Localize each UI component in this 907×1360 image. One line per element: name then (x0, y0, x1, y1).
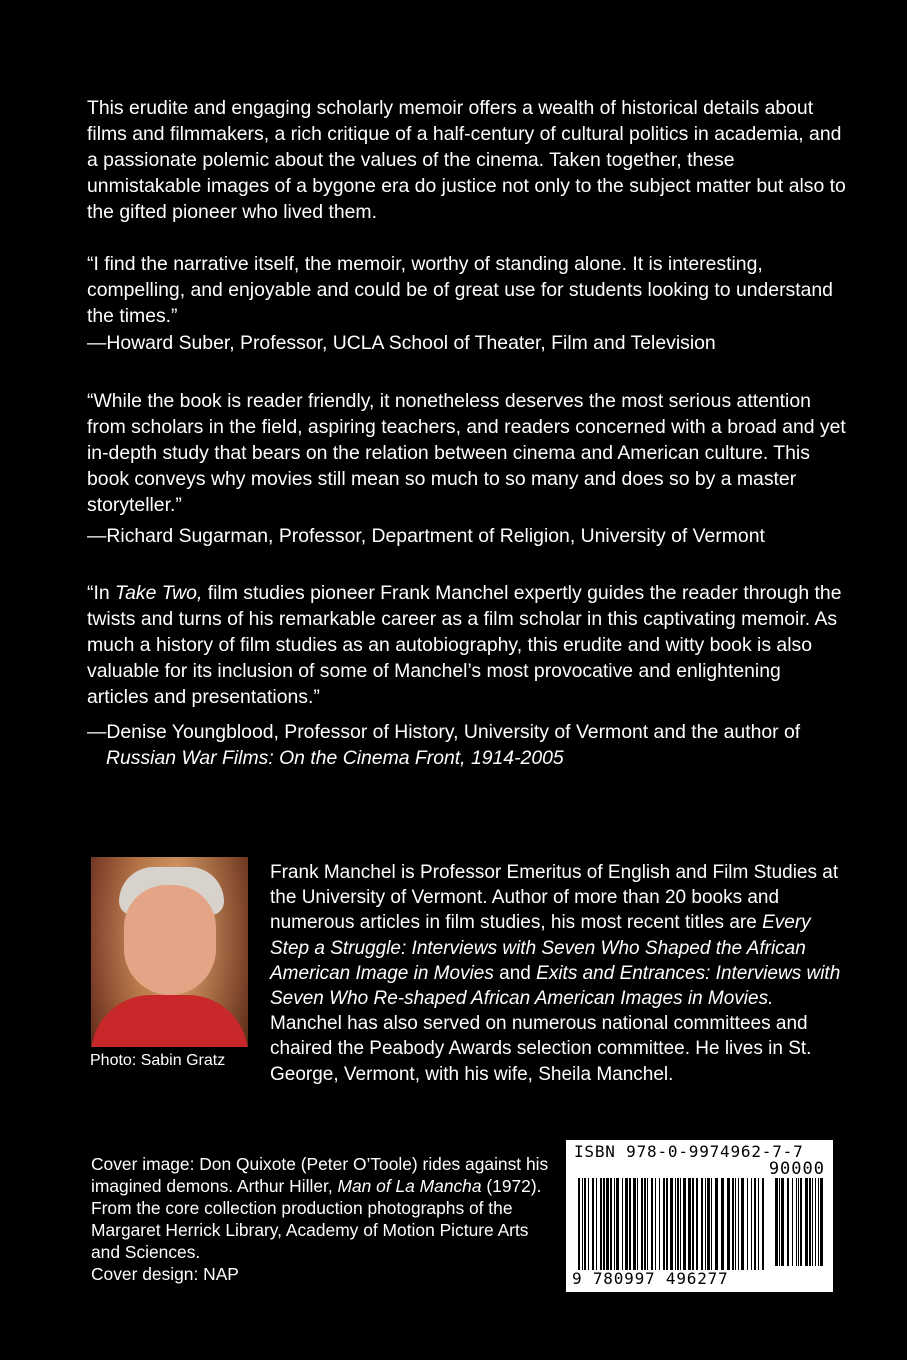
barcode-bar (754, 1178, 756, 1270)
author-photo (91, 857, 248, 1047)
barcode-bar (629, 1178, 631, 1270)
barcode-bar (603, 1178, 605, 1270)
barcode-bar (606, 1178, 609, 1270)
barcode-bar (644, 1178, 646, 1270)
barcode-bar (578, 1178, 580, 1270)
barcode-bar (820, 1178, 823, 1266)
barcode-bar (715, 1178, 718, 1270)
barcode-bar (692, 1178, 694, 1270)
barcode-bar (727, 1178, 730, 1270)
barcode-bar (796, 1178, 797, 1266)
barcode-bar (732, 1178, 734, 1270)
quote-2-attribution: —Richard Sugarman, Professor, Department of Religion, University of Vermont (87, 525, 765, 547)
author-bio: Frank Manchel is Professor Emeritus of English and Film Studies at the University of Vermont. Author of more than 20 books and numerous articles in film studies, his most recent titles are Every Step a Struggle: Interviews with Seven Who Shaped the African American Image in Movies and Exits and Entrances: Interviews with Seven Who Re-shaped African American Images in Movies. Manchel has also served on numerous national committees and chaired the Peabody Awards selection committee. He lives in St. George, Vermont, with his wife, Sheila Manchel. (270, 862, 841, 1085)
barcode-bar (655, 1178, 656, 1270)
barcode-bar (781, 1178, 784, 1266)
barcode-bar (588, 1178, 589, 1270)
barcode-bar (815, 1178, 816, 1266)
barcode-bar (787, 1178, 789, 1266)
barcode-bar (711, 1178, 712, 1270)
barcode-bar (812, 1178, 813, 1266)
barcode-bar (792, 1178, 793, 1266)
barcode-bar (675, 1178, 676, 1270)
quote-3-text: “In Take Two, film studies pioneer Frank Manchel expertly guides the reader through the twists and turns of his remarkable career as a film scholar in this captivating memoir. As much a history of film studies as an autobiography, this erudite and witty book is also valuable for its inclusion of some of Manchel’s most provocative and enlightening articles and presentations.” (87, 582, 842, 708)
book-blurb: This erudite and engaging scholarly memoir offers a wealth of historical details about films and filmmakers, a rich critique of a half-century of cultural politics in academia, and a passionate polemic about the values of the cinema. Taken together, these unmistakable images of a bygone era do justice not only to the subject matter but also to the gifted pioneer who lived them. (87, 97, 846, 223)
barcode-bar (705, 1178, 706, 1270)
barcode-bar (751, 1178, 752, 1270)
barcode-bar (641, 1178, 643, 1270)
barcode-bar (600, 1178, 602, 1270)
barcode-bar (592, 1178, 594, 1270)
isbn-label: ISBN 978-0-9974962-7-7 (574, 1142, 804, 1161)
barcode-bar (680, 1178, 681, 1270)
cover-credits: Cover image: Don Quixote (Peter O’Toole) rides against his imagined demons. Arthur Hiller, Man of La Mancha (1972). From the core collection production photographs of the Margaret Herrick Library, Academy of Motion Picture Arts and Sciences. Cover design: NAP (91, 1154, 549, 1285)
barcode-bar (738, 1178, 739, 1270)
barcode-bar (651, 1178, 653, 1270)
barcode-bar (663, 1178, 665, 1270)
barcode-bar (647, 1178, 648, 1270)
bio-title-2: Exits and Entrances: Interviews with Seven Who Re-shaped African American Images in Movies. (270, 962, 841, 1010)
barcode-bar (758, 1178, 759, 1270)
barcode-bar (805, 1178, 808, 1266)
barcode-bar (818, 1178, 819, 1266)
barcode-bar (616, 1178, 619, 1270)
isbn-barcode (566, 1140, 833, 1292)
barcode-bar (625, 1178, 628, 1270)
barcode-bar (582, 1178, 583, 1270)
barcode-bar (659, 1178, 660, 1270)
barcode-bar (677, 1178, 679, 1270)
barcode-bar (747, 1178, 748, 1270)
barcode-bar (622, 1178, 623, 1270)
barcode-bar (701, 1178, 703, 1270)
quote-1-attribution: —Howard Suber, Professor, UCLA School of Theater, Film and Television (87, 332, 716, 354)
barcode-bar (741, 1178, 744, 1270)
barcode-bar (584, 1178, 586, 1270)
barcode-bar (614, 1178, 615, 1270)
barcode-bar (637, 1178, 638, 1270)
cover-film-title: Man of La Mancha (337, 1176, 482, 1197)
barcode-bar (798, 1178, 799, 1266)
bio-title-1: Every Step a Struggle: Interviews with Seven Who Shaped the African American Image in Movies (270, 912, 811, 984)
barcode-bar (800, 1178, 802, 1266)
barcode-bar (596, 1178, 597, 1270)
barcode-bar (670, 1178, 673, 1270)
quote-1-text: “I find the narrative itself, the memoir, worthy of standing alone. It is interesting, compelling, and enjoyable and could be of great use for students looking to understand the times.” (87, 253, 833, 327)
barcode-bar (696, 1178, 698, 1270)
barcode-bar (721, 1178, 724, 1270)
ean-digits: 9 780997 496277 (572, 1269, 729, 1288)
barcode-bar (633, 1178, 636, 1270)
quote-3-book-title: Take Two, (115, 582, 203, 604)
photo-credit: Photo: Sabin Gratz (90, 1052, 226, 1069)
barcode-bar (779, 1178, 780, 1266)
barcode-bar (707, 1178, 710, 1270)
barcode-bar (610, 1178, 612, 1270)
barcode-bar (775, 1178, 778, 1266)
barcode-bar (688, 1178, 691, 1270)
barcode-bar (809, 1178, 811, 1266)
barcode-bar (683, 1178, 686, 1270)
quote-3-attribution: —Denise Youngblood, Professor of History, University of Vermont and the author of Russian War Films: On the Cinema Front, 1914-2005 (87, 721, 801, 769)
price-addon: 90000 (768, 1159, 825, 1179)
barcode-bar (735, 1178, 736, 1270)
barcode-bar (762, 1178, 764, 1270)
cover-design-credit: Cover design: NAP (91, 1264, 239, 1285)
quote-3-attribution-book: Russian War Films: On the Cinema Front, 1914-2005 (106, 747, 564, 769)
barcode-bar (666, 1178, 668, 1270)
quote-2-text: “While the book is reader friendly, it nonetheless deserves the most serious attention from scholars in the field, aspiring teachers, and readers concerned with a broad and yet in-depth study that bears on the relation between cinema and American culture. This book conveys why movies still mean so much to so many and does so by a master storyteller.” (87, 390, 846, 516)
